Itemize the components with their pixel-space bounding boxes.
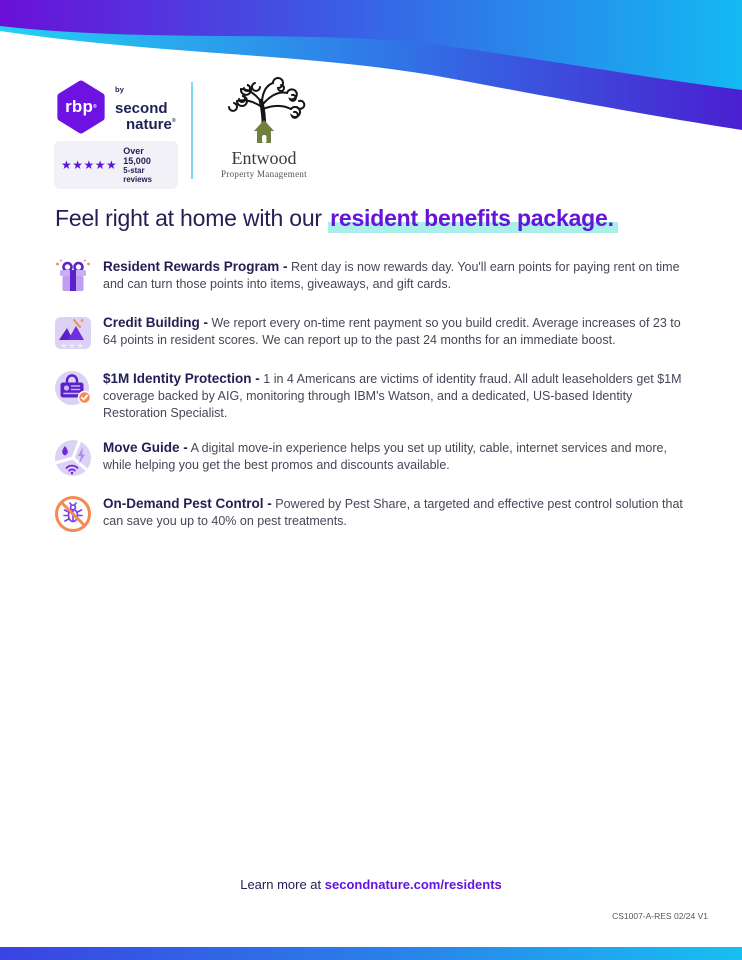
- benefit-title: Resident Rewards Program -: [103, 259, 288, 274]
- residents-link[interactable]: secondnature.com/residents: [324, 877, 502, 892]
- benefit-item-credit: [53, 313, 693, 353]
- no-pests-icon: [53, 494, 93, 534]
- logo-row: [54, 80, 320, 189]
- learn-more-label: Learn more at: [240, 877, 322, 892]
- benefit-description: 1 in 4 Americans are victims of identity fraud. All adult leaseholders get $1M coverage backed by AIG, monitoring through IBM's Watson, and a dedicated, US-based Identity Restoration Specialist.: [103, 372, 682, 420]
- benefit-description: A digital move-in experience helps you set up utility, cable, internet services and more, while helping you get the best promos and discounts available.: [103, 441, 667, 472]
- by-label: by: [115, 85, 125, 95]
- review-badge: [54, 141, 178, 189]
- rbp-logo-block: [54, 80, 178, 189]
- benefit-description: Rent day is now rewards day. You'll earn points for paying rent on time and can turn those points into items, giveaways, and gift cards.: [103, 260, 680, 291]
- benefit-item-identity: [53, 369, 693, 422]
- benefit-title: $1M Identity Protection -: [103, 371, 260, 386]
- benefit-item-rewards: [53, 257, 693, 297]
- review-label: 5-star reviews: [123, 166, 152, 184]
- entwood-tree-icon: [215, 77, 313, 147]
- entwood-logo-block: [208, 77, 320, 179]
- headline-highlight: resident benefits package.: [328, 205, 618, 233]
- nature-registered-mark: ®: [171, 117, 176, 124]
- second-nature-wordmark: [115, 81, 178, 132]
- page-title: [55, 205, 705, 232]
- benefit-list: [53, 257, 693, 550]
- partner-subtitle: Property Management: [221, 169, 307, 179]
- rbp-badge-icon: [54, 80, 108, 134]
- utilities-wheel-icon: [53, 438, 93, 478]
- benefit-title: On-Demand Pest Control -: [103, 496, 272, 511]
- benefit-description: We report every on-time rent payment so you build credit. Average increases of 23 to 64 points in resident scores. We can report up to the past 24 months for an immediate boost.: [103, 316, 681, 347]
- gift-icon: [53, 257, 93, 297]
- rbp-registered-mark: ®: [93, 104, 97, 110]
- logo-divider: [191, 82, 193, 179]
- benefit-title: Move Guide -: [103, 440, 188, 455]
- entwood-house-icon: [254, 120, 274, 143]
- brand-word-second: second: [115, 100, 168, 118]
- benefit-description: Powered by Pest Share, a targeted and effective pest control solution that can save you up to 40% on pest treatments.: [103, 497, 683, 528]
- benefit-item-move: [53, 438, 693, 478]
- document-code: CS1007-A-RES 02/24 V1: [612, 911, 708, 921]
- headline-prefix: Feel right at home with our: [55, 205, 322, 231]
- svg-text:★★★: ★★★: [60, 343, 86, 350]
- footer-learn-more: [0, 877, 742, 892]
- credit-badge-icon: [53, 313, 93, 353]
- id-card-shield-icon: [53, 369, 93, 409]
- partner-name: Entwood: [231, 148, 297, 168]
- five-star-icons: ★★★★★: [61, 158, 118, 172]
- review-count: Over 15,000: [123, 146, 151, 166]
- brand-word-nature: nature: [126, 115, 172, 133]
- benefit-title: Credit Building -: [103, 315, 208, 330]
- benefit-item-pest: [53, 494, 693, 534]
- bottom-gradient-bar: [0, 947, 742, 960]
- rbp-label: rbp: [65, 97, 94, 116]
